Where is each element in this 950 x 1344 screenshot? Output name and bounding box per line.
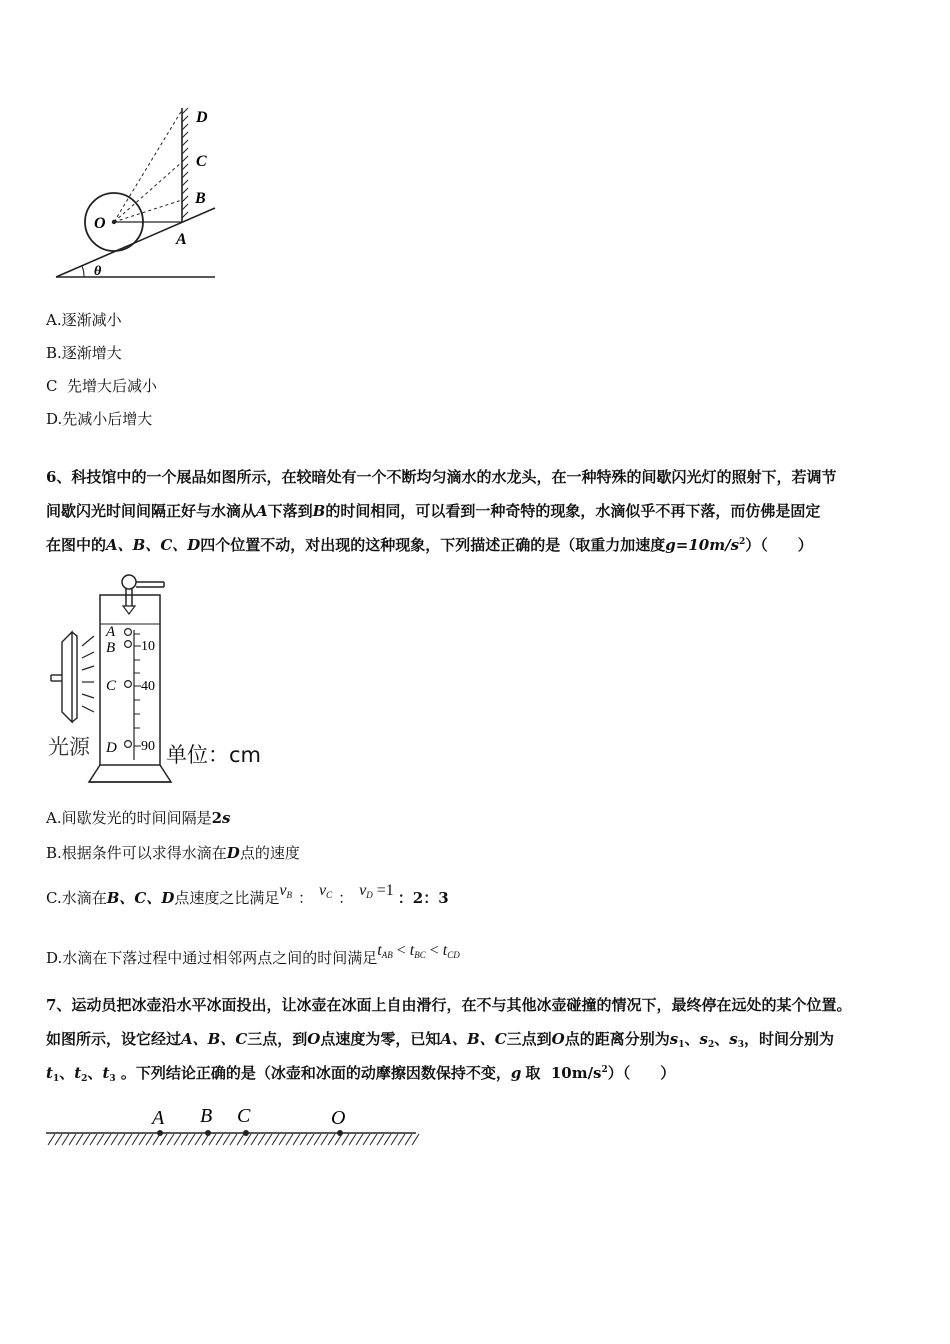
q7-line-3: $t_1$、$t_2$、$t_3$ 。下列结论正确的是（冰壶和冰面的动摩擦因数保持不变，g 取 $10m/s^2$）（ ）	[46, 1064, 676, 1084]
hatch-mark	[83, 1134, 90, 1145]
q7-stem	[46, 988, 926, 1090]
hatch-mark	[76, 1134, 83, 1145]
hatch-mark	[97, 1134, 104, 1145]
hatch-mark	[139, 1134, 146, 1145]
q6-option-d[interactable]: D.水滴在下落过程中通过相邻两点之间的时间满足$t_{AB} < t_{BC} < t_{CD}$	[46, 942, 460, 967]
hatch-mark	[363, 1134, 370, 1145]
hatch-mark	[125, 1134, 132, 1145]
hatch-mark	[300, 1134, 307, 1145]
q6-stem	[46, 460, 916, 562]
hatch-mark	[251, 1134, 258, 1145]
hatch-mark	[356, 1134, 363, 1145]
hatch-mark	[377, 1134, 384, 1145]
point-O: O	[331, 1107, 346, 1129]
hatch-mark	[398, 1134, 405, 1145]
hatch-mark	[405, 1134, 412, 1145]
q7-line-1: 7、运动员把冰壶沿水平冰面投出，让冰壶在冰面上自由滑行，在不与其他冰壶碰撞的情况下，最终停在远处的某个位置。	[46, 996, 852, 1014]
hatch-mark	[230, 1134, 237, 1145]
hatch-mark	[258, 1134, 265, 1145]
hatch-mark	[265, 1134, 272, 1145]
hatch-mark	[384, 1134, 391, 1145]
scale-10: 10	[141, 639, 155, 654]
q5-option-a[interactable]: A.逐渐减小	[46, 311, 122, 329]
drop-label-D: D	[106, 740, 117, 756]
hatch-mark	[118, 1134, 125, 1145]
dripping-tap-figure	[44, 572, 284, 794]
hatch-mark	[412, 1134, 419, 1145]
hatch-mark	[181, 1134, 188, 1145]
hatch-mark	[391, 1134, 398, 1145]
scale-40: 40	[141, 679, 155, 694]
drop-label-A: A	[106, 624, 116, 640]
q6-line-3: 在图中的A、B、C、D四个位置不动，对出现的这种现象，下列描述正确的是（取重力加速度$g=10m/s^2$）（ ）	[46, 536, 813, 554]
formula-vb: $v_B$	[279, 882, 292, 900]
formula-vd: $v_D =1$	[359, 882, 394, 900]
hatch-mark	[69, 1134, 76, 1145]
hatch-mark	[307, 1134, 314, 1145]
q6-option-b[interactable]: B.根据条件可以求得水滴在D点的速度	[46, 844, 300, 862]
hatch-mark	[174, 1134, 181, 1145]
hatch-mark	[111, 1134, 118, 1145]
hatch-mark	[209, 1134, 216, 1145]
formula-t-inequality: $t_{AB} < t_{BC} < t_{CD}$	[377, 942, 460, 960]
q7-line-2: 如图所示，设它经过A、B、C三点，到O点速度为零，已知A、B、C三点到O点的距离分别为$s_1$、$s_2$、$s_3$，时间分别为	[46, 1030, 834, 1050]
incline-circle-figure	[50, 100, 230, 285]
label-theta: θ	[94, 264, 102, 279]
hatch-mark	[188, 1134, 195, 1145]
hatch-mark	[349, 1134, 356, 1145]
label-D: D	[196, 109, 208, 126]
formula-vc: $v_C$	[318, 882, 333, 900]
q6-option-c[interactable]: C.水滴在B、C、D点速度之比满足$v_B$ ： $v_C$ ： $v_D =1$ ：2：3	[46, 882, 449, 907]
scale-90: 90	[141, 739, 155, 754]
hatch-mark	[328, 1134, 335, 1145]
hatch-mark	[167, 1134, 174, 1145]
point-B: B	[200, 1105, 213, 1127]
label-B: B	[195, 190, 206, 207]
hatch-mark	[62, 1134, 69, 1145]
ice-surface-figure	[44, 1102, 420, 1150]
hatch-mark	[104, 1134, 111, 1145]
hatch-mark	[132, 1134, 139, 1145]
hatch-mark	[293, 1134, 300, 1145]
drop-label-B: B	[106, 640, 116, 656]
hatch-mark	[321, 1134, 328, 1145]
q5-option-d[interactable]: D.先减小后增大	[46, 410, 153, 428]
label-A: A	[176, 231, 187, 248]
point-A: A	[152, 1107, 165, 1129]
hatch-mark	[223, 1134, 230, 1145]
hatch-mark	[90, 1134, 97, 1145]
hatch-mark	[370, 1134, 377, 1145]
q6-line-1: 6、科技馆中的一个展品如图所示，在较暗处有一个不断均匀滴水的水龙头，在一种特殊的间歇闪光灯的照射下，若调节	[46, 468, 837, 486]
hatch-mark	[216, 1134, 223, 1145]
hatch-mark	[55, 1134, 62, 1145]
q5-option-c[interactable]: C 先增大后减小	[46, 377, 158, 395]
label-O: O	[94, 215, 106, 232]
hatch-mark	[279, 1134, 286, 1145]
q6-line-2: 间歇闪光时间间隔正好与水滴从A下落到B的时间相同，可以看到一种奇特的现象，水滴似乎不再下落，而仿佛是固定	[46, 502, 821, 520]
hatch-mark	[272, 1134, 279, 1145]
unit-label: 单位：cm	[166, 743, 262, 767]
label-C: C	[196, 153, 207, 170]
q6-option-a[interactable]: A.间歇发光的时间间隔是2s	[46, 809, 231, 827]
hatch-mark	[342, 1134, 349, 1145]
hatch-mark	[237, 1134, 244, 1145]
point-C: C	[237, 1105, 251, 1127]
hatch-mark	[48, 1134, 55, 1145]
hatch-mark	[314, 1134, 321, 1145]
drop-label-C: C	[106, 678, 117, 694]
hatch-mark	[286, 1134, 293, 1145]
light-source-label: 光源	[48, 735, 90, 759]
hatch-mark	[195, 1134, 202, 1145]
q5-option-b[interactable]: B.逐渐增大	[46, 344, 122, 362]
hatch-mark	[146, 1134, 153, 1145]
